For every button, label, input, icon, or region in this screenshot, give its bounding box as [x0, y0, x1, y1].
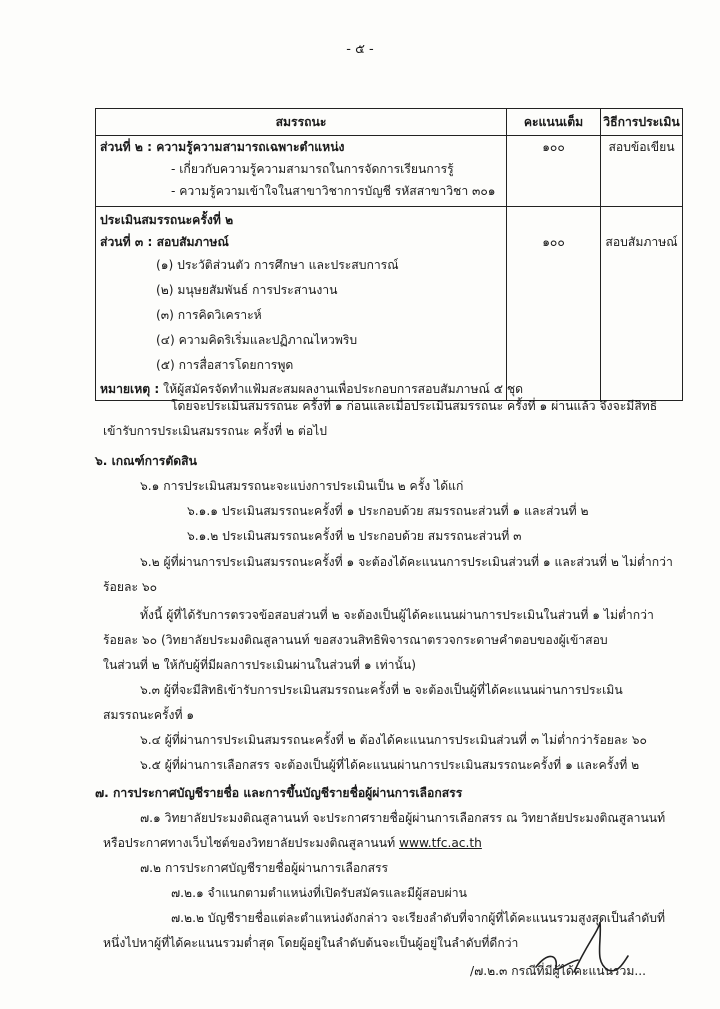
header-full-score: คะแนนเต็ม [507, 109, 601, 136]
s6-line-8: ในส่วนที่ ๒ ให้กับผู้ที่มีผลการประเมินผ่านในส่วนที่ ๑ เท่านั้น) [103, 658, 416, 672]
table-row-round2 [96, 207, 683, 401]
part3-title: ส่วนที่ ๓ : สอบสัมภาษณ์ [100, 235, 229, 249]
s6-line-3: ๖.๑.๒ ประเมินสมรรถนะครั้งที่ ๒ ประกอบด้วย สมรรถนะส่วนที่ ๓ [187, 529, 522, 543]
intro-line-1: โดยจะประเมินสมรรถนะ ครั้งที่ ๑ ก่อนและเมื่อประเมินสมรรถนะ ครั้งที่ ๑ ผ่านแล้ว จึงจะมีสิทธิ [171, 399, 658, 413]
part3-method: สอบสัมภาษณ์ [605, 235, 678, 249]
website-link[interactable]: www.tfc.ac.th [399, 836, 482, 850]
s6-line-12: ๖.๕ ผู้ที่ผ่านการเลือกสรร จะต้องเป็นผู้ที่ได้คะแนนผ่านการประเมินสมรรถนะครั้งที่ ๑ และครั้งที่ ๒ [140, 758, 640, 772]
s6-line-7: ร้อยละ ๖๐ (วิทยาลัยประมงติณสูลานนท์ ขอสงวนสิทธิพิจารณาตรวจกระดาษคำตอบของผู้เข้าสอบ [103, 633, 608, 647]
s7-line-2 [103, 834, 482, 853]
part3-item-3: (๓) การคิดวิเคราะห์ [156, 308, 262, 322]
s7-line-1: ๗.๑ วิทยาลัยประมงติณสูลานนท์ จะประกาศรายชื่อผู้ผ่านการเลือกสรร ณ วิทยาลัยประมงติณสูลานนท์ [140, 811, 666, 825]
table-row-part2 [96, 136, 683, 207]
s7-line-2-text: หรือประกาศทางเว็บไซต์ของวิทยาลัยประมงติณสูลานนท์ [103, 836, 400, 850]
header-competency: สมรรถนะ [96, 109, 507, 136]
s6-line-2: ๖.๑.๑ ประเมินสมรรถนะครั้งที่ ๑ ประกอบด้วย สมรรถนะส่วนที่ ๑ และส่วนที่ ๒ [187, 504, 589, 518]
part3-item-5: (๕) การสื่อสารโดยการพูด [156, 358, 294, 372]
part2-method: สอบข้อเขียน [608, 140, 675, 154]
part2-item-1: - เกี่ยวกับความรู้ความสามารถในการจัดการเรียนการรู้ [171, 162, 454, 176]
part3-item-2: (๒) มนุษยสัมพันธ์ การประสานงาน [156, 283, 338, 297]
part3-score: ๑๐๐ [542, 235, 565, 249]
section6-title: ๖. เกณฑ์การตัดสิน [95, 454, 197, 468]
s7-line-3: ๗.๒ การประกาศบัญชีรายชื่อผู้ผ่านการเลือกสรร [140, 861, 389, 875]
table-header-row [96, 109, 683, 136]
s6-line-6: ทั้งนี้ ผู้ที่ได้รับการตรวจข้อสอบส่วนที่ ๒ จะต้องเป็นผู้ได้คะแนนผ่านการประเมินในส่วนที่ ๑ ไม่ต่ำกว่า [140, 608, 654, 622]
part2-item-2: - ความรู้ความเข้าใจในสาขาวิชาการบัญชี รหัสสาขาวิชา ๓๐๑ [171, 184, 496, 198]
part2-score: ๑๐๐ [542, 140, 565, 154]
continuation-note: /๗.๒.๓ กรณีที่มีผู้ได้คะแนนรวม... [470, 964, 647, 978]
s6-line-10: สมรรถนะครั้งที่ ๑ [103, 708, 195, 722]
note-text: ให้ผู้สมัครจัดทำแฟ้มสะสมผลงานเพื่อประกอบการสอบสัมภาษณ์ ๕ ชุด [159, 382, 524, 396]
note-label: หมายเหตุ : [100, 382, 160, 396]
part3-item-4: (๔) ความคิดริเริ่มและปฏิภาณไหวพริบ [156, 333, 358, 347]
competency-table [95, 108, 683, 401]
page-number: - ๕ - [346, 42, 374, 57]
s6-line-9: ๖.๓ ผู้ที่จะมีสิทธิเข้ารับการประเมินสมรรถนะครั้งที่ ๒ จะต้องเป็นผู้ที่ได้คะแนนผ่านการประเมิน [140, 683, 623, 697]
s7-line-4: ๗.๒.๑ จำแนกตามตำแหน่งที่เปิดรับสมัครและมีผู้สอบผ่าน [171, 886, 467, 900]
s6-line-4: ๖.๒ ผู้ที่ผ่านการประเมินสมรรถนะครั้งที่ ๑ จะต้องได้คะแนนการประเมินส่วนที่ ๑ และส่วนที่ ๒ ไม่ต่ำกว่า [140, 555, 673, 569]
s6-line-5: ร้อยละ ๖๐ [103, 580, 158, 594]
section7-title: ๗. การประกาศบัญชีรายชื่อ และการขึ้นบัญชีรายชื่อผู้ผ่านการเลือกสรร [95, 786, 463, 800]
round2-heading: ประเมินสมรรถนะครั้งที่ ๒ [100, 213, 234, 227]
s6-line-11: ๖.๔ ผู้ที่ผ่านการประเมินสมรรถนะครั้งที่ ๒ ต้องได้คะแนนการประเมินส่วนที่ ๓ ไม่ต่ำกว่าร้อยละ ๖๐ [140, 733, 647, 747]
s7-line-6: หนึ่งไปหาผู้ที่ได้คะแนนรวมต่ำสุด โดยผู้อยู่ในลำดับต้นจะเป็นผู้อยู่ในลำดับที่ดีกว่า [103, 936, 519, 950]
part2-title: ส่วนที่ ๒ : ความรู้ความสามารถเฉพาะตำแหน่ง [100, 140, 345, 154]
part3-item-1: (๑) ประวัติส่วนตัว การศึกษา และประสบการณ์ [156, 258, 399, 272]
s6-line-1: ๖.๑ การประเมินสมรรถนะจะแบ่งการประเมินเป็น ๒ ครั้ง ได้แก่ [140, 479, 464, 493]
s7-line-5: ๗.๒.๒ บัญชีรายชื่อแต่ละตำแหน่งดังกล่าว จะเรียงลำดับที่จากผู้ที่ได้คะแนนรวมสูงสุดเป็นลำดับที่ [171, 911, 666, 925]
signature-icon [528, 912, 638, 982]
header-method: วิธีการประเมิน [601, 109, 683, 136]
intro-line-2: เข้ารับการประเมินสมรรถนะ ครั้งที่ ๒ ต่อไป [103, 424, 328, 438]
